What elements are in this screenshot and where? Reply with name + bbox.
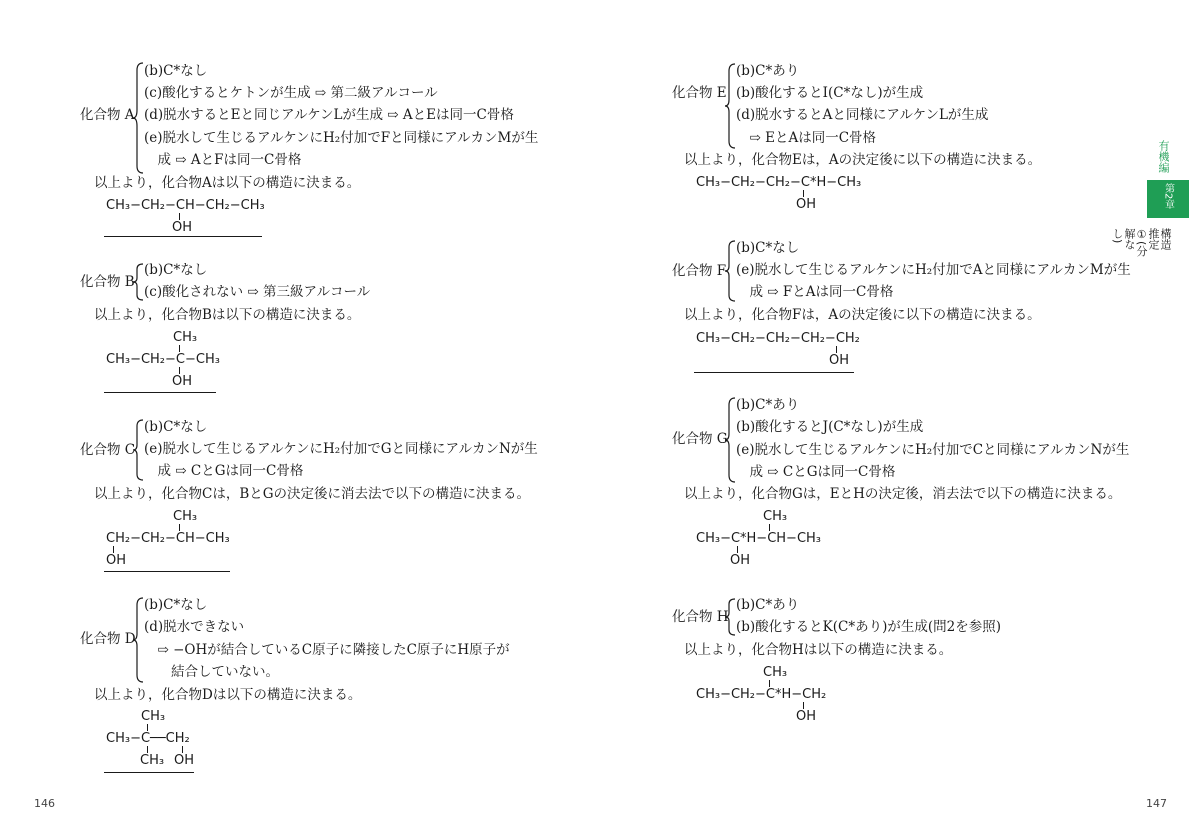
compound-a-label: 化合物 A xyxy=(80,107,135,123)
compound-c xyxy=(80,416,560,581)
compound-b-structure xyxy=(106,331,256,391)
compound-d-brace xyxy=(132,597,144,683)
compound-e-brace xyxy=(724,63,736,149)
compound-h-structure xyxy=(696,666,876,728)
compound-b-cond-1: (b)C*なし xyxy=(144,262,208,278)
compound-f-cond-1: (b)C*なし xyxy=(736,240,800,256)
compound-b-label: 化合物 B xyxy=(80,274,135,290)
compound-a-bond-down xyxy=(179,213,180,220)
chapter-badge xyxy=(1147,180,1189,218)
compound-d-ch3-bottom: CH₃ xyxy=(140,753,165,768)
compound-c-label: 化合物 C xyxy=(80,442,136,458)
compound-d-bond-down-left xyxy=(147,746,148,753)
compound-c-conclusion: 以上より，化合物Cは，BとGの決定後に消去法で以下の構造に決まる。 xyxy=(94,486,531,502)
section-label: 有機編 xyxy=(1157,140,1170,173)
compound-d-ch3-top: CH₃ xyxy=(141,709,166,724)
compound-d xyxy=(80,594,560,784)
compound-h xyxy=(672,594,1152,744)
right-page xyxy=(600,0,1200,833)
compound-b-ch3-top: CH₃ xyxy=(173,330,198,345)
compound-g-cond-4: 成 ⇨ CとGは同一C骨格 xyxy=(736,464,896,480)
compound-b-brace xyxy=(132,263,144,301)
compound-e-oh: OH xyxy=(796,197,817,212)
compound-e-bond-down xyxy=(803,190,804,197)
compound-e-cond-4: ⇨ EとAは同一C骨格 xyxy=(736,130,877,146)
compound-a-cond-1: (b)C*なし xyxy=(144,63,208,79)
compound-c-bond-up xyxy=(179,524,180,531)
compound-d-bond-down-right xyxy=(182,746,183,753)
compound-a-cond-4: (e)脱水して生じるアルケンにH₂付加でFと同様にアルカンMが生 xyxy=(144,130,539,146)
compound-b-oh: OH xyxy=(172,374,193,389)
compound-a-brace xyxy=(132,62,144,174)
compound-c-brace xyxy=(132,419,144,481)
compound-f-oh: OH xyxy=(829,353,850,368)
compound-c-bond-down xyxy=(113,546,114,553)
compound-g-cond-2: (b)酸化するとJ(C*なし)が生成 xyxy=(736,419,924,435)
compound-a xyxy=(80,60,560,260)
compound-f-cond-2: (e)脱水して生じるアルケンにH₂付加でAと同様にアルカンMが生 xyxy=(736,262,1131,278)
compound-g-brace xyxy=(724,397,736,483)
compound-g-cond-3: (e)脱水して生じるアルケンにH₂付加でCと同様にアルカンNが生 xyxy=(736,442,1130,458)
compound-b-bond-down xyxy=(179,367,180,374)
compound-d-label: 化合物 D xyxy=(80,631,136,647)
compound-h-conclusion: 以上より，化合物Hは以下の構造に決まる。 xyxy=(684,642,953,658)
compound-g-oh: OH xyxy=(730,553,751,568)
compound-d-cond-2: (d)脱水できない xyxy=(144,619,245,635)
compound-f-structure xyxy=(696,332,896,372)
compound-c-oh: OH xyxy=(106,553,127,568)
compound-c-cond-3: 成 ⇨ CとGは同一C骨格 xyxy=(144,463,304,479)
compound-h-label: 化合物 H xyxy=(672,609,729,625)
compound-a-cond-3: (d)脱水するとEと同じアルケンLが生成 ⇨ AとEは同一C骨格 xyxy=(144,107,514,123)
compound-b-cond-2: (c)酸化されない ⇨ 第三級アルコール xyxy=(144,284,371,300)
compound-a-conclusion: 以上より，化合物Aは以下の構造に決まる。 xyxy=(94,175,361,191)
compound-d-conclusion: 以上より，化合物Dは以下の構造に決まる。 xyxy=(94,687,362,703)
compound-b-bond-up xyxy=(179,345,180,352)
compound-f-underline xyxy=(694,372,854,373)
compound-g xyxy=(672,394,1152,584)
compound-e-cond-1: (b)C*あり xyxy=(736,63,800,79)
compound-d-oh: OH xyxy=(174,753,195,768)
compound-e-conclusion: 以上より，化合物Eは，Aの決定後に以下の構造に決まる。 xyxy=(684,152,1042,168)
compound-h-bond-up xyxy=(769,680,770,687)
compound-b-conclusion: 以上より，化合物Bは以下の構造に決まる。 xyxy=(94,307,361,323)
compound-d-structure xyxy=(106,710,266,772)
compound-g-ch3-top: CH₃ xyxy=(763,509,788,524)
compound-f-bond-down xyxy=(836,346,837,353)
compound-c-main-chain: CH₂−CH₂−CH−CH₃ xyxy=(106,531,230,546)
chapter-title: 構造推定①(分解なし) xyxy=(1111,228,1172,257)
compound-a-underline xyxy=(104,236,262,237)
compound-g-bond-down xyxy=(737,546,738,553)
compound-e-cond-2: (b)酸化するとI(C*なし)が生成 xyxy=(736,85,924,101)
compound-c-ch3-top: CH₃ xyxy=(173,509,198,524)
compound-h-cond-2: (b)酸化するとK(C*あり)が生成(問2を参照) xyxy=(736,619,1001,635)
compound-h-bond-down xyxy=(803,702,804,709)
compound-c-underline xyxy=(104,571,230,572)
compound-e xyxy=(672,60,1152,220)
compound-f-main-chain: CH₃−CH₂−CH₂−CH₂−CH₂ xyxy=(696,331,860,346)
compound-d-cond-1: (b)C*なし xyxy=(144,597,208,613)
compound-g-conclusion: 以上より，化合物Gは，EとHの決定後，消去法で以下の構造に決まる。 xyxy=(684,486,1122,502)
compound-h-cond-1: (b)C*あり xyxy=(736,597,800,613)
compound-f-cond-3: 成 ⇨ FとAは同一C骨格 xyxy=(736,284,894,300)
compound-f xyxy=(672,237,1152,377)
compound-h-ch3-top: CH₃ xyxy=(763,665,788,680)
compound-a-cond-2: (c)酸化するとケトンが生成 ⇨ 第二級アルコール xyxy=(144,85,438,101)
compound-f-conclusion: 以上より，化合物Fは，Aの決定後に以下の構造に決まる。 xyxy=(684,307,1041,323)
compound-a-cond-5: 成 ⇨ AとFは同一C骨格 xyxy=(144,152,302,168)
page-number-left: 146 xyxy=(34,797,55,810)
compound-e-main-chain: CH₃−CH₂−CH₂−C*H−CH₃ xyxy=(696,175,862,190)
compound-d-cond-4: 結合していない。 xyxy=(144,664,279,680)
compound-g-main-chain: CH₃−C*H−CH−CH₃ xyxy=(696,531,822,546)
compound-f-label: 化合物 F xyxy=(672,263,727,279)
compound-f-brace xyxy=(724,240,736,302)
compound-d-underline xyxy=(104,772,194,773)
compound-b-main-chain: CH₃−CH₂−C−CH₃ xyxy=(106,352,220,367)
compound-h-oh: OH xyxy=(796,709,817,724)
compound-a-oh: OH xyxy=(172,220,193,235)
chapter-label: 第2章 xyxy=(1162,183,1174,210)
compound-e-structure xyxy=(696,176,896,216)
compound-a-structure xyxy=(106,199,306,239)
compound-c-structure xyxy=(106,510,266,570)
compound-b xyxy=(80,259,560,399)
compound-b-underline xyxy=(104,392,216,393)
compound-e-label: 化合物 E xyxy=(672,85,727,101)
compound-a-main-chain: CH₃−CH₂−CH−CH₂−CH₃ xyxy=(106,198,265,213)
compound-h-brace xyxy=(724,598,736,636)
compound-d-main-chain: CH₃−C──CH₂ xyxy=(106,731,190,746)
page-number-right: 147 xyxy=(1146,797,1167,810)
compound-e-cond-3: (d)脱水するとAと同様にアルケンLが生成 xyxy=(736,107,989,123)
compound-g-bond-up xyxy=(769,524,770,531)
compound-h-main-chain: CH₃−CH₂−C*H−CH₂ xyxy=(696,687,827,702)
compound-d-bond-up xyxy=(147,724,148,731)
compound-c-cond-1: (b)C*なし xyxy=(144,419,208,435)
compound-g-cond-1: (b)C*あり xyxy=(736,397,800,413)
compound-g-structure xyxy=(696,510,866,572)
compound-c-cond-2: (e)脱水して生じるアルケンにH₂付加でGと同様にアルカンNが生 xyxy=(144,441,538,457)
compound-g-label: 化合物 G xyxy=(672,431,728,447)
compound-d-cond-3: ⇨ −OHが結合しているC原子に隣接したC原子にH原子が xyxy=(144,642,510,658)
